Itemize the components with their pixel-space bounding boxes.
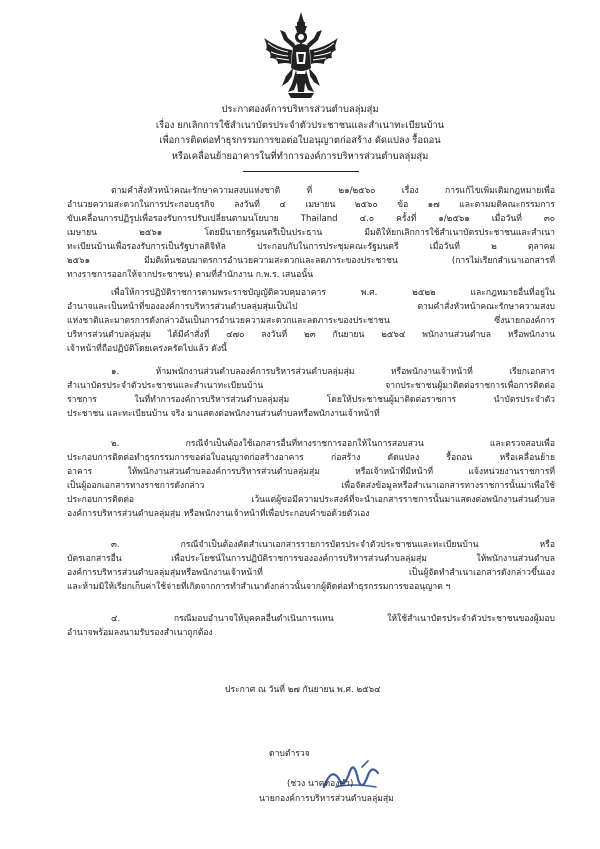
text-line: เพื่อให้การปฏิบัติราชการตามพระราชบัญญัติควบคุมอาคาร พ.ศ. ๒๕๒๒ และกฎหมายอื่นที่อยู่ใน [111,288,555,298]
text-line: แห่งชาติและมาตรการดังกล่าวอันเป็นการอำนวยความสะดวกและลดภาระของประชาชน ซึ่งนายกองค์การ [67,316,555,326]
text-line: ๒๕๖๑ มีมติเห็นชอบมาตรการอำนวยความสะดวกและลดภาระของประชาชน (การไม่เรียกสำเนาเอกสารที่ [67,256,555,266]
text-line: อำนวยความสะดวกในการประกอบธุรกิจ ลงวันที่ ๔ เมษายน ๒๕๖๐ ข้อ ๑๗ และตามมติคณะกรรมการ [67,200,555,210]
text-line: ๒. กรณีจำเป็นต้องใช้เอกสารอื่นที่ทางราชการออกให้ในการสอบสวน และตรวจสอบเพื่อ [111,439,555,449]
signer-name: (ช่วง นาคทองคำ) [287,779,354,789]
subject-line-3: หรือเคลื่อนย้ายอาคารในที่ทำการองค์การบริหารส่วนตำบลลุ่มสุ่ม [171,150,429,162]
paragraph-4 [67,437,555,521]
text-line: ๑. ห้ามพนักงานส่วนตำบลองค์การบริหารส่วนตำบลลุ่มสุ่ม หรือพนักงานเจ้าหน้าที่ เรียกเอกสาร [111,367,555,377]
paragraph-1 [67,184,555,282]
text-line: อำนาจพร้อมลงนามรับรองสำเนาถูกต้อง [67,628,213,638]
text-line: ๔. กรณีมอบอำนาจให้บุคคลอื่นดำเนินการแทน ให้ใช้สำเนาบัตรประจำตัวประชาชนของผู้มอบ [111,614,555,624]
text-line: อำนาจและเป็นหน้าที่ขององค์การบริหารส่วนตำบลลุ่มสุ่มเป็นไป ตามคำสั่งหัวหน้าคณะรักษาความสงบ [67,302,555,312]
issuer-line: ประกาศองค์การบริหารส่วนตำบลลุ่มสุ่ม [221,104,379,115]
text-line: บริหารส่วนตำบลลุ่มสุ่ม ได้มีคำสั่งที่ ๔๗๐ ลงวันที่ ๒๓ กันยายน ๒๕๖๔ พนักงานส่วนตำบล หรือพนักงาน [67,330,555,340]
announcement-date: ประกาศ ณ วันที่ ๒๗ กันยายน พ.ศ. ๒๕๖๔ [225,685,381,695]
text-line: องค์การบริหารส่วนตำบลลุ่มสุ่มหรือพนักงานเจ้าหน้าที่ เป็นผู้จัดทำสำเนาเอกสารดังกล่าวขึ้นเอง [67,568,555,578]
garuda-emblem [258,10,344,100]
paragraph-3 [67,365,555,421]
subject-line-2: เพื่อการติดต่อทำธุรกรรมการขอต่อใบอนุญาตก่อสร้าง ดัดแปลง รื้อถอน [159,135,441,147]
text-line: และห้ามมิให้เรียกเก็บค่าใช้จ่ายที่เกิดจากการทำสำเนาดังกล่าวนั้นจากผู้ติดต่อทำธุรกรรมการขออนุญาต ฯ [67,582,451,592]
subject-line: เรื่อง ยกเลิกการใช้สำเนาบัตรประจำตัวประชาชนและสำเนาทะเบียนบ้าน [155,119,445,131]
text-line: ทางราชการออกให้จากประชาชน) ตามที่สำนักงาน ก.พ.ร. เสนอนั้น [67,270,314,280]
text-line: เป็นผู้ออกเอกสารทางราชการดังกล่าว เพื่อจัดส่งข้อมูลหรือสำเนาเอกสารทางราชการนั้นมาเพื่อใช้ [67,481,555,491]
text-line: องค์การบริหารส่วนตำบลลุ่มสุ่ม หรือพนักงานเจ้าหน้าที่เพื่อประกอบคำขอด้วยตัวเอง [67,509,370,519]
text-line: ทะเบียนบ้านเพื่อรองรับการเป็นรัฐบาลดิจิทัล ประกอบกับในการประชุมคณะรัฐมนตรี เมื่อวันที่ ๒ ตุลาคม [67,242,555,252]
text-line: ตามคำสั่งหัวหน้าคณะรักษาความสงบแห่งชาติ ที่ ๒๑/๒๕๖๐ เรื่อง การแก้ไขเพิ่มเติมกฎหมายเพื่อ [111,186,555,196]
text-line: บัตรเอกสารอื่น เพื่อประโยชน์ในการปฏิบัติราชการขององค์การบริหารส่วนตำบลลุ่มสุ่ม ให้พนักงานส่วนตำบล [67,554,555,564]
text-line: สำเนาบัตรประจำตัวประชาชนและสำเนาทะเบียนบ้าน จากประชาชนผู้มาติดต่อราชการเพื่อการติดต่อ [67,381,555,391]
paragraph-5 [67,538,555,594]
text-line: ขับเคลื่อนการปฏิรูปเพื่อรองรับการปรับเปลี่ยนตามนโยบาย Thailand ๔.๐ ครั้งที่ ๑/๒๕๖๑ เมื่อวันที่ ๓๐ [67,214,555,224]
text-line: ประกอบการติดต่อ เว้นแต่ผู้ขอมีความประสงค์ที่จะนำเอกสารราชการนั้นมาแสดงต่อพนักงานส่วนตำบล [67,495,555,505]
text-line: เจ้าหน้าที่ถือปฏิบัติโดยเคร่งครัดไปแล้ว ดังนี้ [67,344,227,354]
text-line: ประชาชน และทะเบียนบ้าน จริง มาแสดงต่อพนักงานส่วนตำบลหรือพนักงานเจ้าหน้าที่ [67,409,380,419]
paragraph-2 [67,286,555,356]
paragraph-6 [67,612,555,640]
signer-position: นายกองค์การบริหารส่วนตำบลลุ่มสุ่ม [259,794,394,804]
header-divider [243,171,359,172]
signer-rank: ดาบตำรวจ [269,749,310,759]
announcement-header [40,102,560,164]
text-line: ประกอบการติดต่อทำธุรกรรมการขอต่อใบอนุญาตก่อสร้างอาคาร ก่อสร้าง ดัดแปลง รื้อถอน หรือเคลื่อนย้าย [67,453,555,463]
text-line: เมษายน ๒๕๖๑ โดยมีนายกรัฐมนตรีเป็นประธาน มีมติให้ยกเลิกการใช้สำเนาบัตรประชาชนและสำเนา [67,228,555,238]
text-line: ๓. กรณีจำเป็นต้องคัดสำเนาเอกสารรายการบัตรประจำตัวประชาชนและทะเบียนบ้าน หรือ [111,540,555,550]
text-line: อาคาร ให้พนักงานส่วนตำบลองค์การบริหารส่วนตำบลลุ่มสุ่ม หรือเจ้าหน้าที่มีหน้าที่ แจ้งหน่วยงานราชการที่ [67,467,555,477]
text-line: ราชการ ในที่ทำการองค์การบริหารส่วนตำบลลุ่มสุ่ม โดยให้ประชาชนผู้มาติดต่อราชการ นำบัตรประจำตัว [67,395,555,405]
